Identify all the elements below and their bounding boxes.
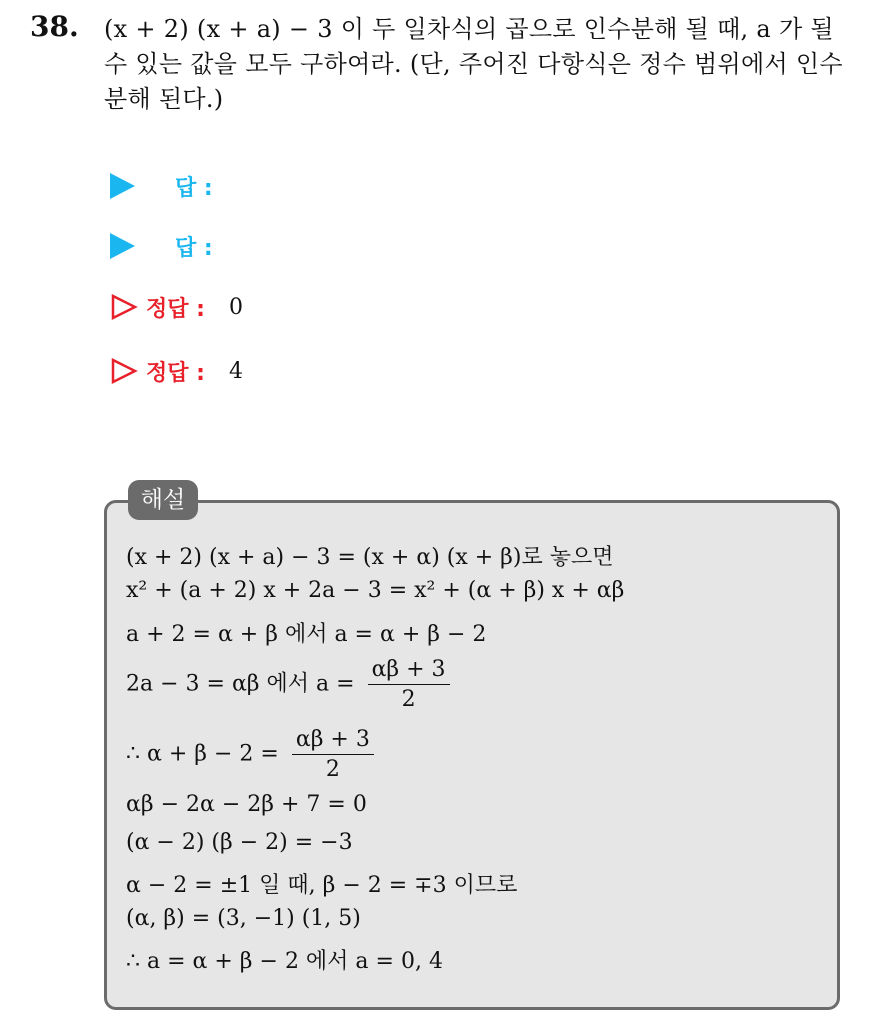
fraction	[292, 727, 374, 782]
correct-answer-label: 정답 :	[146, 296, 205, 322]
solution-line-5	[126, 727, 374, 782]
solution-line-7: (α − 2) (β − 2) = −3	[126, 830, 353, 855]
correct-answer-label: 정답 :	[146, 360, 205, 386]
play-triangle-icon	[110, 173, 135, 199]
question-number: 38.	[30, 10, 79, 43]
correct-answer-value: 4	[228, 358, 243, 384]
solution-line-4-text: 2a − 3 = αβ 에서 a =	[126, 671, 355, 697]
solution-line-2: x² + (a + 2) x + 2a − 3 = x² + (α + β) x + αβ	[126, 578, 625, 603]
answer-row-1[interactable]	[110, 166, 213, 206]
question-text: (x + 2) (x + a) − 3 이 두 일차식의 곱으로 인수분해 될 때, a 가 될 수 있는 값을 모두 구하여라. (단, 주어진 다항식은 정수 범위에서 인수분해 된다.)	[104, 15, 843, 113]
solution-line-8: α − 2 = ±1 일 때, β − 2 = ∓3 이므로	[126, 873, 518, 898]
answer-label: 답 :	[175, 175, 213, 201]
solution-line-6: αβ − 2α − 2β + 7 = 0	[126, 792, 367, 817]
correct-answer-value: 0	[228, 294, 243, 320]
fraction-denominator: 2	[401, 687, 416, 712]
fraction-numerator: αβ + 3	[368, 657, 450, 685]
solution-line-5-text: ∴ α + β − 2 =	[126, 741, 279, 767]
fraction-numerator: αβ + 3	[292, 727, 374, 755]
answer-row-2[interactable]	[110, 226, 213, 266]
fraction-denominator: 2	[325, 757, 340, 782]
correct-answer-row-1	[110, 287, 243, 327]
outline-triangle-icon	[110, 293, 138, 321]
solution-line-9: (α, β) = (3, −1) (1, 5)	[126, 906, 361, 931]
solution-line-4	[126, 657, 450, 712]
solution-line-1: (x + 2) (x + a) − 3 = (x + α) (x + β)로 놓으면	[126, 545, 614, 570]
outline-triangle-icon	[110, 357, 138, 385]
fraction	[368, 657, 450, 712]
solution-line-10: ∴ a = α + β − 2 에서 a = 0, 4	[126, 949, 443, 974]
solution-tab: 해설	[128, 480, 198, 520]
correct-answer-row-2	[110, 351, 243, 391]
answer-label: 답 :	[175, 235, 213, 261]
play-triangle-icon	[110, 233, 135, 259]
solution-line-3: a + 2 = α + β 에서 a = α + β − 2	[126, 622, 487, 647]
